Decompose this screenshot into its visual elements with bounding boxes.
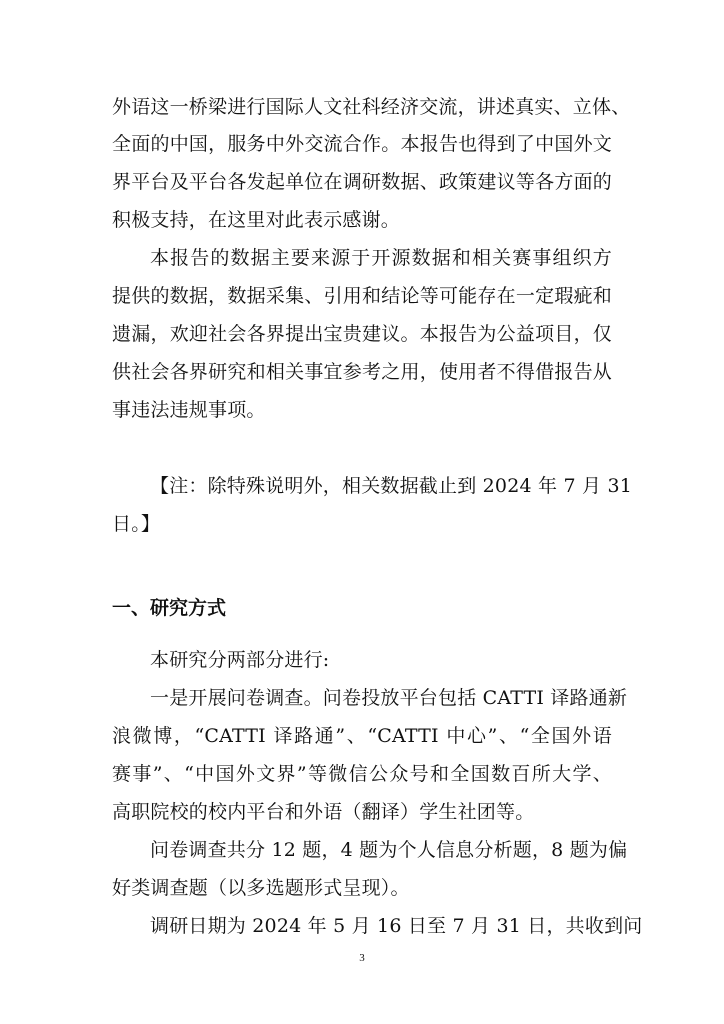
body-text-line: 供社会各界研究和相关事宜参考之用，使用者不得借报告从 bbox=[112, 361, 612, 383]
body-text-line: 本研究分两部分进行: bbox=[150, 649, 330, 671]
note-text-line: 日。】 bbox=[112, 513, 161, 535]
section-heading: 一、研究方式 bbox=[112, 597, 227, 619]
body-text-line: 界平台及平台各发起单位在调研数据、政策建议等各方面的 bbox=[112, 171, 612, 193]
body-text-line: 积极支持，在这里对此表示感谢。 bbox=[112, 209, 401, 231]
page-number: 3 bbox=[359, 952, 365, 964]
body-text-line: 事违法违规事项。 bbox=[112, 399, 266, 421]
body-text-line: 浪微博，“CATTI 译路通”、“CATTI 中心”、“全国外语 bbox=[112, 725, 612, 747]
body-text-line: 遗漏，欢迎社会各界提出宝贵建议。本报告为公益项目，仅 bbox=[112, 323, 612, 345]
body-text-line: 外语这一桥梁进行国际人文社科经济交流，讲述真实、立体、 bbox=[112, 96, 631, 118]
body-text-line: 调研日期为 2024 年 5 月 16 日至 7 月 31 日，共收到问 bbox=[150, 915, 643, 937]
body-text-line: 赛事”、“中国外文界”等微信公众号和全国数百所大学、 bbox=[112, 763, 612, 785]
body-text-line: 好类调查题（以多选题形式呈现）。 bbox=[112, 877, 410, 899]
body-text-line: 一是开展问卷调查。问卷投放平台包括 CATTI 译路通新 bbox=[150, 687, 628, 709]
body-text-line: 高职院校的校内平台和外语（翻译）学生社团等。 bbox=[112, 801, 535, 823]
body-text-line: 提供的数据，数据采集、引用和结论等可能存在一定瑕疵和 bbox=[112, 285, 612, 307]
body-text-line: 全面的中国，服务中外交流合作。本报告也得到了中国外文 bbox=[112, 133, 612, 155]
note-text-line: 【注：除特殊说明外，相关数据截止到 2024 年 7 月 31 bbox=[150, 475, 633, 497]
body-text-line: 问卷调查共分 12 题，4 题为个人信息分析题，8 题为偏 bbox=[150, 839, 628, 861]
body-text-line: 本报告的数据主要来源于开源数据和相关赛事组织方 bbox=[150, 247, 612, 269]
